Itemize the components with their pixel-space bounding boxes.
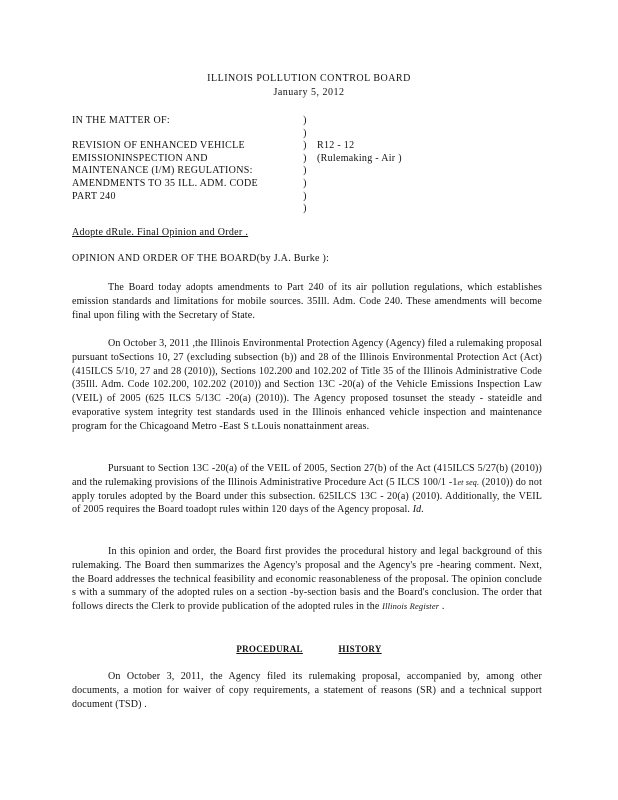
docket-type: (Rulemaking - Air ) <box>317 152 402 164</box>
caption-line: IN THE MATTER OF: <box>72 115 170 126</box>
caption-line: REVISION OF ENHANCED VEHICLE <box>72 140 245 152</box>
opinion-heading: OPINION AND ORDER OF THE BOARD(by J.A. Burke ): <box>72 253 330 264</box>
caption-paren: ) <box>303 152 307 164</box>
document-date: January 5, 2012 <box>273 87 345 98</box>
caption-line <box>72 128 258 141</box>
paragraph-text: (2010)) do not apply torules adopted by the Board under this subsection. 625ILCS 13C - 20(a) (2010). Additionally, the VEIL of 2005 requires the Board toadopt rules within 120 days of the Agency proposal. <box>72 476 542 516</box>
citation-et-seq: et seq. <box>457 477 480 487</box>
board-name: ILLINOIS POLLUTION CONTROL BOARD <box>207 73 411 84</box>
caption-docket <box>317 140 402 165</box>
caption-paren: ) <box>303 190 307 202</box>
section-heading <box>0 643 618 655</box>
paragraph-text: The Board today adopts amendments to Part 240 of its air pollution regulations, which establishes emission standards and limitations for mobile sources. 35Ill. Adm. Code 240. These amendments will become final upon filing with the Secretary of State. <box>72 282 542 321</box>
paragraph-text: In this opinion and order, the Board first provides the procedural history and legal background of this rulemaking. The Board then summarizes the Agency's proposal and the Agency's pre -hearing comment. Next, the Board addresses the technical feasibility and economic reasonableness of the proposal. The opinion conclude s with a summary of the adopted rules on a section -by-section basis and the Board's conclusion. The order that follows directs the Clerk to provide publication of the adopted rules in the <box>72 546 542 613</box>
caption-paren: ) <box>303 127 307 139</box>
caption-paren: ) <box>303 115 307 126</box>
paragraph-2 <box>72 337 542 434</box>
caption-matter <box>72 115 258 203</box>
caption-parens <box>301 115 309 216</box>
paragraph-4 <box>72 545 542 614</box>
section-heading-word: PROCEDURAL <box>236 644 303 654</box>
section-heading-word: HISTORY <box>338 644 382 654</box>
caption-line: AMENDMENTS TO 35 ILL. ADM. CODE <box>72 177 258 189</box>
paragraph-1 <box>72 281 542 322</box>
illinois-register: Illinois Register <box>382 601 440 612</box>
docket-number: R12 - 12 <box>317 140 355 151</box>
caption-paren: ) <box>303 203 307 215</box>
adopted-rule-line: Adopte dRule. Final Opinion and Order . <box>72 227 249 238</box>
caption-paren: ) <box>303 165 307 177</box>
paragraph-text: On October 3, 2011 ,the Illinois Environmental Protection Agency (Agency) filed a rulemaking proposal pursuant toSections 10, 27 (excluding subsection (b)) and 28 of the Illinois Environmental Protection Act (Act) (415ILCS 5/10, 27 and 28 (2010)), Sections 102.200 and 102.202 of Title 35 of the Illinois Administrative Code (35Ill. Adm. Code 102.200, 102.202 (2010)) and Section 13C -20(a) of the Vehicle Emissions Inspection Law (VEIL) of 2005 (625 ILCS 5/13C -20(a) (2010)). The Agency proposed tosunset the steady - stateidle and evaporative system integrity test standards used in the Illinois enhanced vehicle inspection and maintenance program for the Chicagoand Metro -East S t.Louis nonattainment areas. <box>72 338 542 432</box>
paragraph-text: . <box>439 601 445 613</box>
caption-line: MAINTENANCE (I/M) REGULATIONS: <box>72 165 253 177</box>
caption-line: EMISSIONINSPECTION AND <box>72 152 208 164</box>
caption-line: PART 240 <box>72 190 116 202</box>
paragraph-5 <box>72 670 542 711</box>
paragraph-text: Pursuant to Section 13C -20(a) of the VEIL of 2005, Section 27(b) of the Act (415ILCS 5/27(b) (2010)) and the rulemaking provisions of the Illinois Administrative Procedure Act (5 ILCS 100/1 -1 <box>72 463 542 488</box>
citation-id: Id. <box>412 504 424 516</box>
caption-paren: ) <box>303 177 307 189</box>
paragraph-text: On October 3, 2011, the Agency filed its rulemaking proposal, accompanied by, among other documents, a motion for waiver of copy requirements, a statement of reasons (SR) and a technical support document (TSD) . <box>72 671 542 710</box>
paragraph-3 <box>72 462 542 517</box>
caption-paren: ) <box>303 140 307 152</box>
